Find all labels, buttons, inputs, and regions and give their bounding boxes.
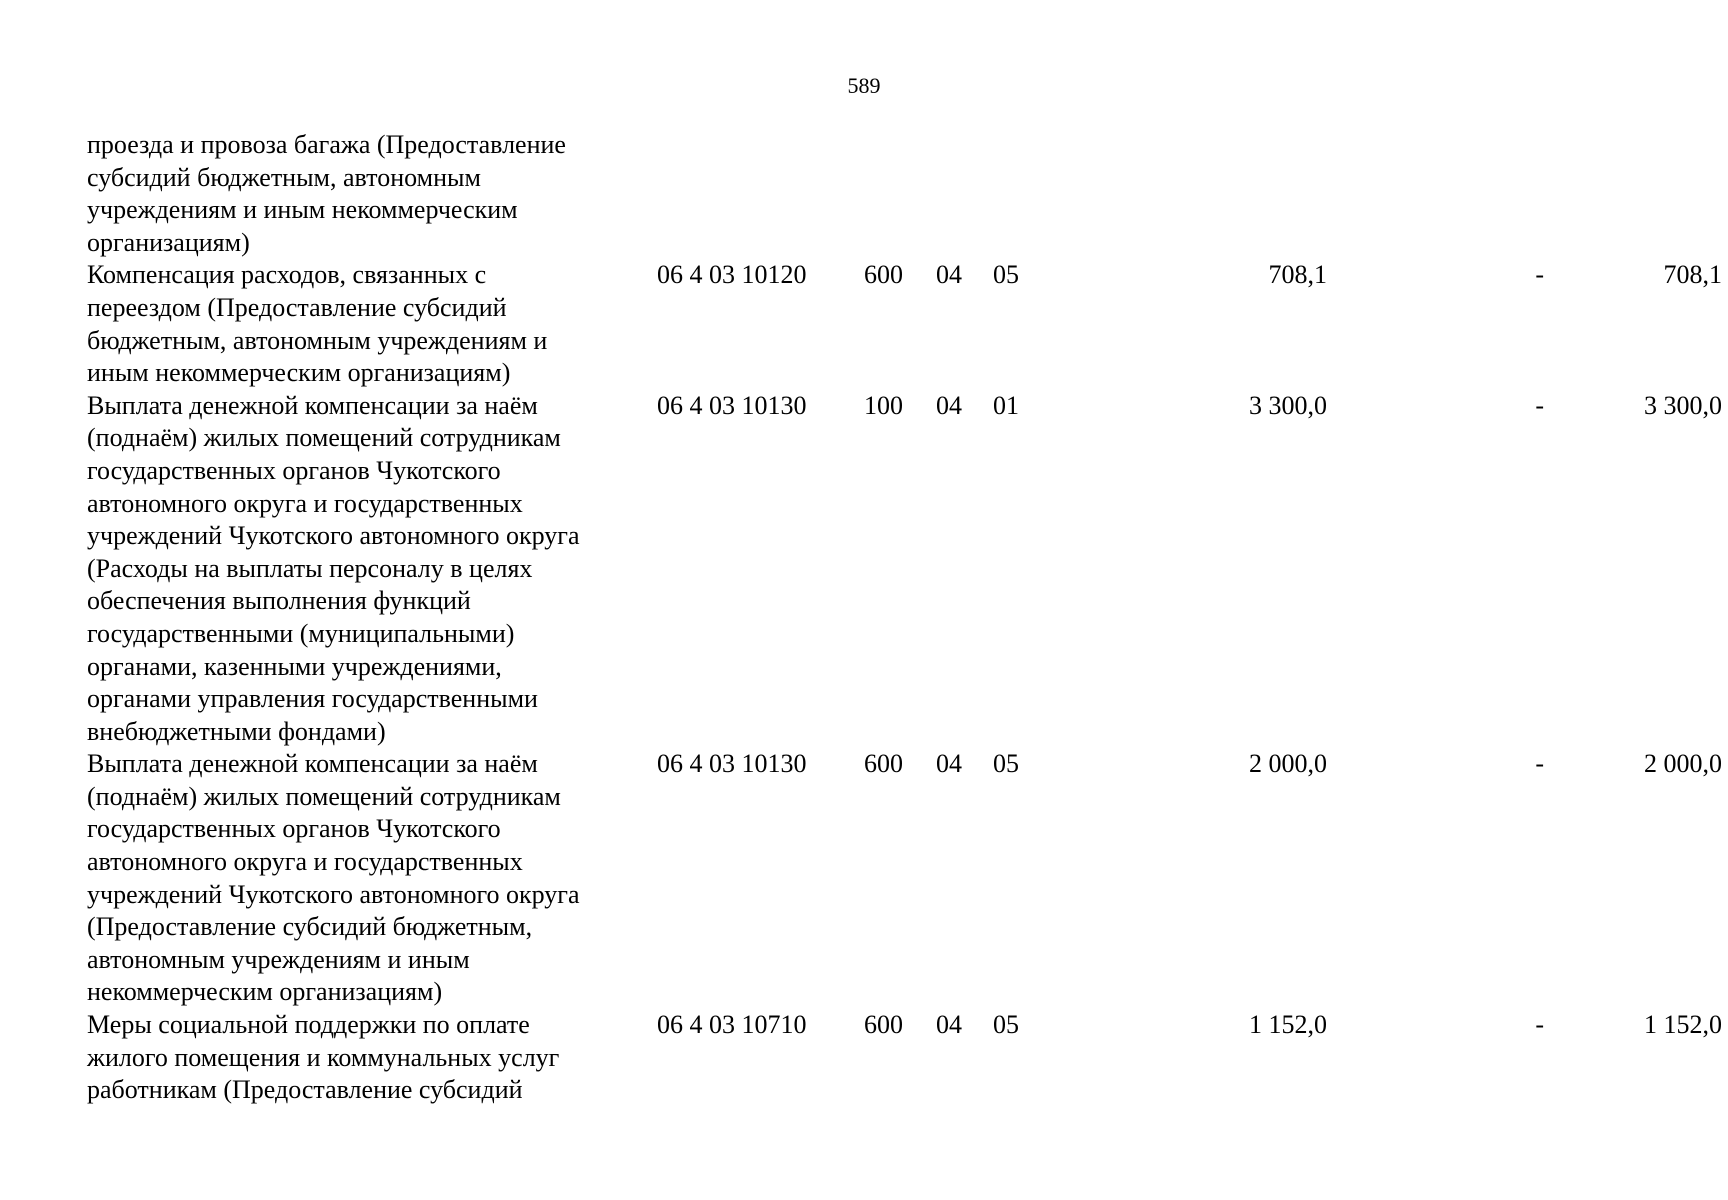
page-number: 589	[847, 73, 881, 98]
row-description: Выплата денежной компенсации за наём (поднаём) жилых помещений сотрудникам государственных органов Чукотского автономного округа и государственных учреждений Чукотского автономного округа (Предоставление субсидий бюджетным, автономным учреждениям и иным некоммерческим организациям)	[87, 749, 580, 1007]
row-description: Компенсация расходов, связанных с переездом (Предоставление субсидий бюджетным, автономным учреждениям и иным некоммерческим организациям)	[87, 260, 548, 388]
total-amount: 708,1	[1663, 260, 1722, 290]
section-code: 04	[936, 1010, 962, 1040]
change-amount: -	[1535, 260, 1544, 290]
table-row	[87, 259, 1722, 389]
amount: 3 300,0	[1249, 390, 1327, 420]
amount: 708,1	[1268, 260, 1327, 290]
section-code: 04	[936, 749, 962, 779]
subsection-code: 01	[993, 390, 1019, 420]
subsection-code: 05	[993, 749, 1019, 779]
row-description: проезда и провоза багажа (Предоставление субсидий бюджетным, автономным учреждениям и иным некоммерческим организациям)	[87, 130, 566, 257]
expense-type: 600	[864, 749, 903, 779]
expense-type: 600	[864, 1010, 903, 1040]
table-row	[87, 129, 1647, 259]
section-code: 04	[936, 390, 962, 420]
table-row	[87, 748, 1722, 1009]
target-article-code: 06 4 03 10710	[657, 1010, 807, 1040]
subsection-code: 05	[993, 260, 1019, 290]
change-amount: -	[1535, 390, 1544, 420]
amount: 1 152,0	[1249, 1010, 1327, 1040]
row-description: Выплата денежной компенсации за наём (поднаём) жилых помещений сотрудникам государственных органов Чукотского автономного округа и государственных учреждений Чукотского автономного округа (Расходы на выплаты персоналу в целях обеспечения выполнения функций государственными (муниципальными) органами, казенными учреждениями, органами управления государственными внебюджетными фондами)	[87, 390, 580, 746]
expense-type: 600	[864, 260, 903, 290]
total-amount: 3 300,0	[1644, 390, 1722, 420]
row-description: Меры социальной поддержки по оплате жилого помещения и коммунальных услуг работникам (Предоставление субсидий	[87, 1010, 560, 1105]
section-code: 04	[936, 260, 962, 290]
target-article-code: 06 4 03 10130	[657, 749, 807, 779]
subsection-code: 05	[993, 1010, 1019, 1040]
table-row	[87, 390, 1722, 749]
target-article-code: 06 4 03 10130	[657, 390, 807, 420]
target-article-code: 06 4 03 10120	[657, 260, 807, 290]
change-amount: -	[1535, 1010, 1544, 1040]
amount: 2 000,0	[1249, 749, 1327, 779]
total-amount: 1 152,0	[1644, 1010, 1722, 1040]
expense-type: 100	[864, 390, 903, 420]
total-amount: 2 000,0	[1644, 749, 1722, 779]
table-row	[87, 1009, 1722, 1107]
change-amount: -	[1535, 749, 1544, 779]
budget-table	[87, 129, 1722, 1107]
